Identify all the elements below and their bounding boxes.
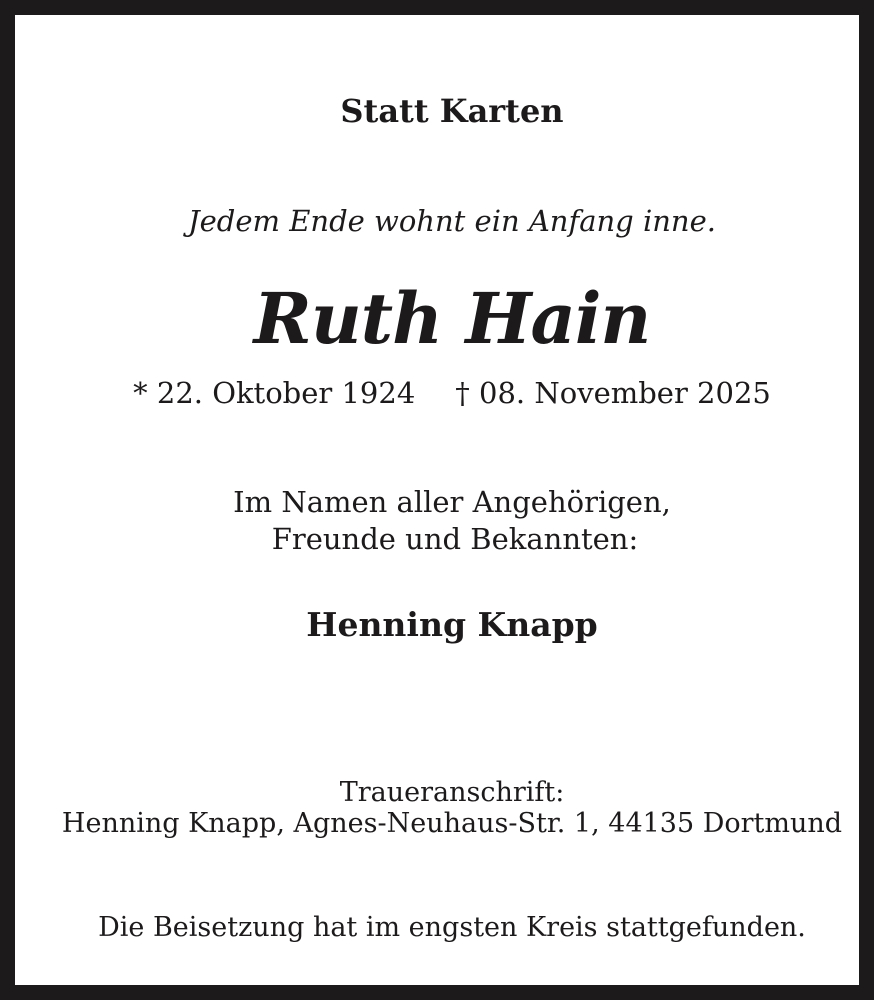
burial-note: Die Beisetzung hat im engsten Kreis stattgefunden. [98,912,806,943]
deceased-name: Ruth Hain [253,277,651,360]
notice-header: Statt Karten [340,92,564,130]
birth-date: * 22. Oktober 1924 [133,376,416,410]
address-label: Traueranschrift: [339,777,565,808]
life-dates [15,373,874,413]
motto: Jedem Ende wohnt ein Anfang inne. [188,204,716,238]
signer-name: Henning Knapp [306,605,598,644]
mourners-line-2: Freunde und Bekannten: [271,522,639,556]
mourners-line-1: Im Namen aller Angehörigen, [233,485,671,519]
death-date: † 08. November 2025 [455,376,771,410]
mourning-address: Henning Knapp, Agnes-Neuhaus-Str. 1, 44135 Dortmund [61,808,843,839]
